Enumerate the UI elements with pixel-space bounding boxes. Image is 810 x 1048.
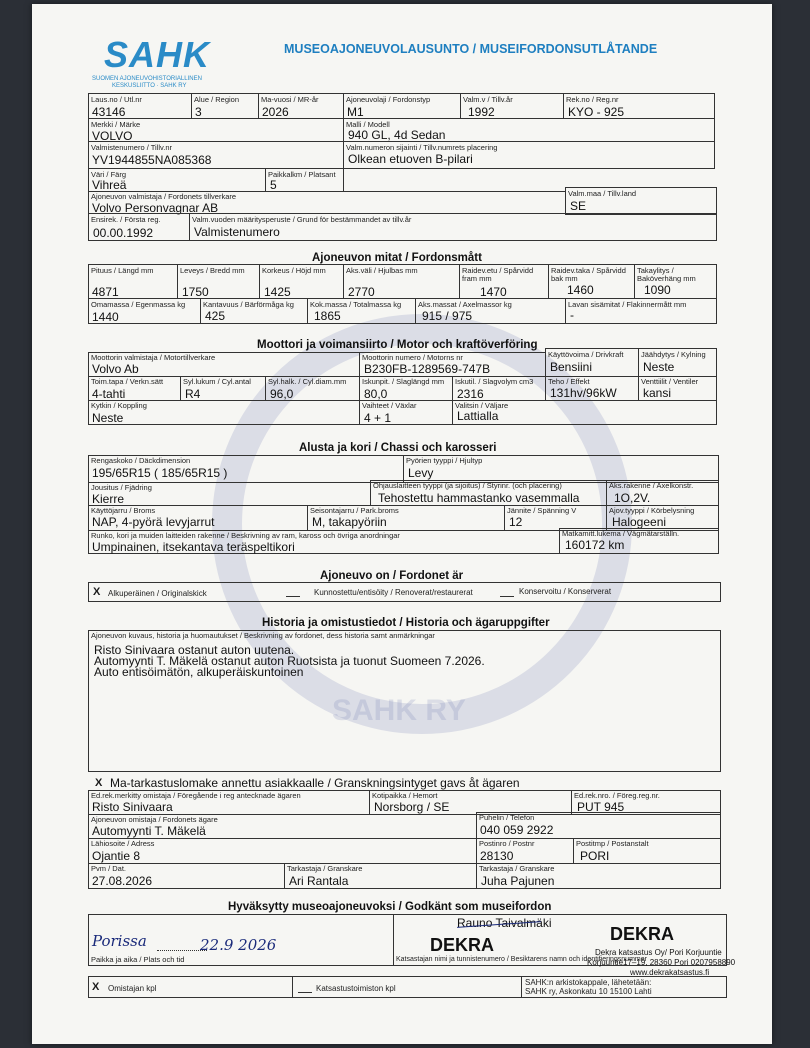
katsastaja-name: Rauno Taivalmäki: [457, 916, 552, 930]
pituus-label: Pituus / Längd mm: [91, 266, 154, 275]
teho-label: Teho / Effekt: [548, 377, 590, 386]
raidevtaka-label-1: Raidev.taka / Spårvidd: [551, 266, 626, 275]
matkamittari-label: Matkamitt.lukema / Vägmätarställn.: [562, 529, 680, 538]
omamassa-value: 1440: [92, 310, 119, 324]
logo-subtitle-1: SUOMEN AJONEUVOHISTORIALLINEN: [92, 76, 202, 82]
jousitus-label: Jousitus / Fjädring: [91, 483, 152, 492]
valmistaja-value: Volvo Personvagnar AB: [92, 201, 219, 215]
valitsin-label: Valitsin / Väljare: [455, 401, 509, 410]
tark1-value: Ari Rantala: [289, 874, 349, 888]
paikka-label: Paikka ja aika / Plats och tid: [91, 955, 185, 964]
pvm-label: Pvm / Dat.: [91, 864, 127, 873]
ma-checkbox[interactable]: X: [95, 777, 103, 789]
edrekno-label: Ed.rek.nro. / Föreg.reg.nr.: [574, 791, 660, 800]
kantavuus-label: Kantavuus / Bärförmåga kg: [203, 300, 294, 309]
iskutil-label: Iskutil. / Slagvolym cm3: [455, 377, 534, 386]
vari-value: Vihreä: [92, 178, 127, 192]
moot-numero-label: Moottorin numero / Motorns nr: [362, 353, 463, 362]
postitmp-value: PORI: [580, 849, 610, 863]
historia-line-3: Auto entisöimätön, alkuperäiskuntoinen: [94, 665, 304, 679]
katsastus-kpl-checkbox[interactable]: [298, 992, 312, 993]
leveys-label: Leveys / Bredd mm: [180, 266, 245, 275]
rek-label: Rek.no / Reg.nr: [566, 95, 619, 104]
ma-text: Ma-tarkastuslomake annettu asiakkaalle / Granskningsintyget gavs åt ägaren: [110, 776, 520, 790]
konservoitu-label: Konservoitu / Konserverat: [519, 587, 612, 596]
merkki-value: VOLVO: [92, 129, 133, 143]
valmno-label: Valmistenumero / Tillv.nr: [91, 143, 172, 152]
osoite-value: Ojantie 8: [92, 849, 141, 863]
matkamittari-value: 160172 km: [565, 538, 625, 552]
venttiilit-value: kansi: [643, 386, 672, 400]
edrek-label: Ed.rek.merkitty omistaja / Föregående i reg antecknade ägaren: [91, 791, 301, 800]
ensirek-label: Ensirek. / Första reg.: [91, 215, 161, 224]
kayttojarru-label: Käyttöjarru / Broms: [91, 506, 156, 515]
historia-line-2: Automyynti T. Mäkelä ostanut auton Ruotsista ja tuonut Suomeen 7.2026.: [94, 654, 485, 668]
leveys-value: 1750: [182, 285, 209, 299]
puhelin-label: Puhelin / Telefon: [479, 813, 535, 822]
malli-label: Malli / Modell: [346, 120, 390, 129]
iskunpit-label: Iskunpit. / Slaglängd mm: [362, 377, 445, 386]
postinro-value: 28130: [480, 849, 514, 863]
puhelin-value: 040 059 2922: [480, 823, 554, 837]
kotipaikka-value: Norsborg / SE: [374, 800, 450, 814]
kantavuus-value: 425: [205, 309, 226, 323]
runko-value: Umpinainen, itsekantava teräspeltikori: [92, 540, 295, 554]
mavuosi-label: Ma-vuosi / MR-år: [261, 95, 319, 104]
sij-value: Olkean etuoven B-pilari: [348, 152, 473, 166]
kytkin-value: Neste: [92, 411, 124, 425]
sylhalk-value: 96,0: [270, 387, 294, 401]
iskutil-value: 2316: [457, 387, 484, 401]
historia-line-1: Risto Sinivaara ostanut auton uutena.: [94, 643, 295, 657]
stamp-line-3: www.dekrakatsastus.fi: [630, 968, 710, 977]
rengas-value: 195/65R15 ( 185/65R15 ): [92, 466, 228, 480]
kunnostettu-label: Kunnostettu/entisöity / Renoverat/restaurerat: [314, 588, 473, 597]
omistaja-value: Automyynti T. Mäkelä: [92, 824, 206, 838]
sylkum-value: R4: [185, 387, 201, 401]
laji-value: M1: [347, 105, 364, 119]
omistaja-kpl-label: Omistajan kpl: [108, 984, 157, 993]
aksmassa-label: Aks.massat / Axelmassor kg: [418, 300, 512, 309]
lavan-label: Lavan sisämitat / Flakinnermått mm: [568, 300, 687, 309]
takaylitys-label-2: Baköverhäng mm: [637, 274, 696, 283]
runko-label: Runko, kori ja muiden laitteiden rakenne / Beskrivning av ram, kaross och övriga anordningar: [91, 531, 400, 540]
rek-value: KYO - 925: [568, 105, 625, 119]
ajovalo-value: Halogeeni: [612, 515, 667, 529]
pvm-value: 27.08.2026: [92, 874, 153, 888]
sahk-kpl-line-2: SAHK ry, Askonkatu 10 15100 Lahti: [525, 987, 652, 996]
laus-value: 43146: [92, 105, 126, 119]
pyorien-label: Pyörien tyyppi / Hjultyp: [406, 456, 483, 465]
jannite-value: 12: [509, 515, 523, 529]
logo-subtitle-2: KESKUSLIITTO · SAHK RY: [112, 83, 187, 89]
raidevtaka-label-2: bak mm: [551, 274, 578, 283]
korkeus-label: Korkeus / Höjd mm: [262, 266, 326, 275]
jaahdytys-value: Neste: [643, 360, 675, 374]
malli-value: 940 GL, 4d Sedan: [348, 128, 446, 142]
tark2-value: Juha Pajunen: [481, 874, 555, 888]
iskunpit-value: 80,0: [364, 387, 388, 401]
mavuosi-value: 2026: [262, 105, 289, 119]
tark1-label: Tarkastaja / Granskare: [287, 864, 363, 873]
kokmassa-value: 1865: [314, 309, 341, 323]
hyvaksytty-title: Hyväksytty museoajoneuvoksi / Godkänt som museifordon: [228, 901, 552, 913]
merkki-label: Merkki / Märke: [91, 120, 141, 129]
historia-label: Ajoneuvon kuvaus, historia ja huomautukset / Beskrivning av fordonet, dess historia samt anmärkningar: [91, 631, 435, 640]
edrekno-value: PUT 945: [577, 800, 625, 814]
document-title: MUSEOAJONEUVOLAUSUNTO / MUSEIFORDONSUTLÅTANDE: [284, 42, 658, 56]
postinro-label: Postinro / Postnr: [479, 839, 535, 848]
toimtapa-value: 4-tahti: [92, 387, 126, 401]
alue-label: Alue / Region: [194, 95, 240, 104]
alue-value: 3: [195, 105, 202, 119]
vaihteet-value: 4 + 1: [364, 411, 392, 425]
takaylitys-label-1: Takaylitys /: [637, 266, 674, 275]
moot-valmistaja-label: Moottorin valmistaja / Motortillverkare: [91, 353, 216, 362]
sylhalk-label: Syl.halk. / Cyl.diam.mm: [268, 377, 347, 386]
laus-label: Laus.no / Utl.nr: [91, 95, 142, 104]
alkuperainen-label: Alkuperäinen / Originalskick: [108, 589, 207, 598]
peruste-value: Valmistenumero: [194, 225, 280, 239]
ensirek-value: 00.00.1992: [93, 226, 154, 240]
kayttovoima-value: Bensiini: [550, 360, 593, 374]
jannite-label: Jännite / Spänning V: [507, 506, 577, 515]
valitsin-value: Lattialla: [457, 409, 499, 423]
akselivali-value: 2770: [348, 285, 375, 299]
kotipaikka-label: Kotipaikka / Hemort: [372, 791, 438, 800]
alkuperainen-checkbox[interactable]: X: [93, 586, 101, 598]
pituus-value: 4871: [92, 285, 119, 299]
raidevetu-label-1: Raidev.etu / Spårvidd: [462, 266, 534, 275]
ohjaus-label: Ohjauslaitteen tyyppi (ja sijoitus) / Styrinr. (och placering): [373, 481, 562, 490]
valmistaja-label: Ajoneuvon valmistaja / Fordonets tillverkare: [91, 192, 237, 201]
omamassa-label: Omamassa / Egenmassa kg: [91, 300, 186, 309]
edrek-value: Risto Sinivaara: [92, 800, 173, 814]
maa-value: SE: [570, 199, 587, 213]
dekra-logo-2: DEKRA: [610, 924, 675, 944]
jaahdytys-label: Jäähdytys / Kylning: [641, 350, 706, 359]
stamp-line-1: Dekra katsastus Oy/ Pori Korjuuntie: [595, 948, 722, 957]
toimtapa-label: Toim.tapa / Verkn.sätt: [91, 377, 164, 386]
ajovalo-label: Ajov.tyyppi / Körbelysning: [609, 506, 695, 515]
vaihteet-label: Vaihteet / Växlar: [362, 401, 417, 410]
konservoitu-checkbox[interactable]: [500, 596, 514, 597]
sylkum-label: Syl.lukum / Cyl.antal: [183, 377, 251, 386]
raidevetu-label-2: fram mm: [462, 274, 492, 283]
paikat-value: 5: [270, 178, 277, 192]
document-page: [32, 4, 772, 1044]
moot-valmistaja-value: Volvo Ab: [92, 362, 139, 376]
omistaja-label: Ajoneuvon omistaja / Fordonets ägare: [91, 815, 218, 824]
akselikonstr-label: Aks.rakenne / Axelkonstr.: [609, 481, 694, 490]
kokmassa-label: Kok.massa / Totalmassa kg: [310, 300, 402, 309]
tark2-label: Tarkastaja / Granskare: [479, 864, 555, 873]
lavan-value: -: [570, 308, 574, 322]
postitmp-label: Postitmp / Postanstalt: [576, 839, 649, 848]
watermark-text: SAHK RY: [332, 694, 466, 727]
moottori-title: Moottori ja voimansiirto / Motor och kraftöverföring: [257, 339, 538, 351]
jousitus-value: Kierre: [92, 492, 125, 506]
takaylitys-value: 1090: [644, 283, 671, 297]
handwritten-date: 22.9 2026: [200, 936, 277, 954]
paikat-label: Paikkalkm / Platsant: [268, 170, 336, 179]
maa-label: Valm.maa / Tillv.land: [568, 189, 637, 198]
peruste-label: Valm.vuoden määritysperuste / Grund för bestämmandet av tillv.år: [192, 215, 412, 224]
moot-numero-value: B230FB-1289569-747B: [364, 362, 491, 376]
valmv-label: Valm.v / Tillv.år: [463, 95, 513, 104]
katsastaja-label: Katsastajan nimi ja tunnistenumero / Besiktarens namn och identifieringsnummer: [396, 956, 647, 963]
raidevetu-value: 1470: [480, 285, 507, 299]
teho-value: 131hv/96kW: [550, 386, 617, 400]
pyorien-value: Levy: [408, 466, 434, 480]
valmno-value: YV1944855NA085368: [92, 153, 212, 167]
stamp-line-2: Korjuuntie17–19, 28360 Pori 0207958890: [587, 958, 736, 967]
akselikonstr-value: 1O,2V.: [614, 491, 651, 505]
kayttovoima-label: Käyttövoima / Drivkraft: [548, 350, 624, 359]
dekra-stamp-1: DEKRA: [430, 935, 495, 955]
mitat-title: Ajoneuvon mitat / Fordonsmått: [312, 252, 482, 264]
fordonet-title: Ajoneuvo on / Fordonet är: [320, 570, 464, 582]
kunnostettu-checkbox[interactable]: [286, 596, 300, 597]
seisontajarru-value: M, takapyöriin: [312, 515, 387, 529]
sij-label: Valm.numeron sijainti / Tillv.numrets placering: [346, 143, 498, 152]
katsastus-kpl-label: Katsastustoimiston kpl: [316, 984, 396, 993]
seisontajarru-label: Seisontajarru / Park.broms: [310, 506, 399, 515]
historia-title: Historia ja omistustiedot / Historia och ägaruppgifter: [262, 617, 550, 629]
sahk-kpl-line-1: SAHK:n arkistokappale, lähetetään:: [525, 978, 652, 987]
sahk-logo: SAHK: [104, 34, 211, 75]
alusta-title: Alusta ja kori / Chassi och karosseri: [299, 442, 497, 454]
venttiilit-label: Venttiilit / Ventiler: [641, 377, 699, 386]
kytkin-label: Kytkin / Koppling: [91, 401, 147, 410]
kayttojarru-value: NAP, 4-pyörä levyjarrut: [92, 515, 215, 529]
valmv-value: 1992: [468, 105, 495, 119]
akselivali-label: Aks.väli / Hjulbas mm: [346, 266, 418, 275]
raidevtaka-value: 1460: [567, 283, 594, 297]
korkeus-value: 1425: [264, 285, 291, 299]
rengas-label: Rengaskoko / Däckdimension: [91, 456, 191, 465]
laji-label: Ajoneuvolaji / Fordonstyp: [346, 95, 431, 104]
aksmassa-value: 915 / 975: [422, 309, 473, 323]
osoite-label: Lähiosoite / Adress: [91, 839, 155, 848]
ohjaus-value: Tehostettu hammastanko vasemmalla: [378, 491, 580, 505]
vari-label: Väri / Färg: [91, 170, 127, 179]
handwritten-place: Porissa: [92, 932, 147, 950]
omistaja-kpl-checkbox[interactable]: X: [92, 981, 100, 993]
